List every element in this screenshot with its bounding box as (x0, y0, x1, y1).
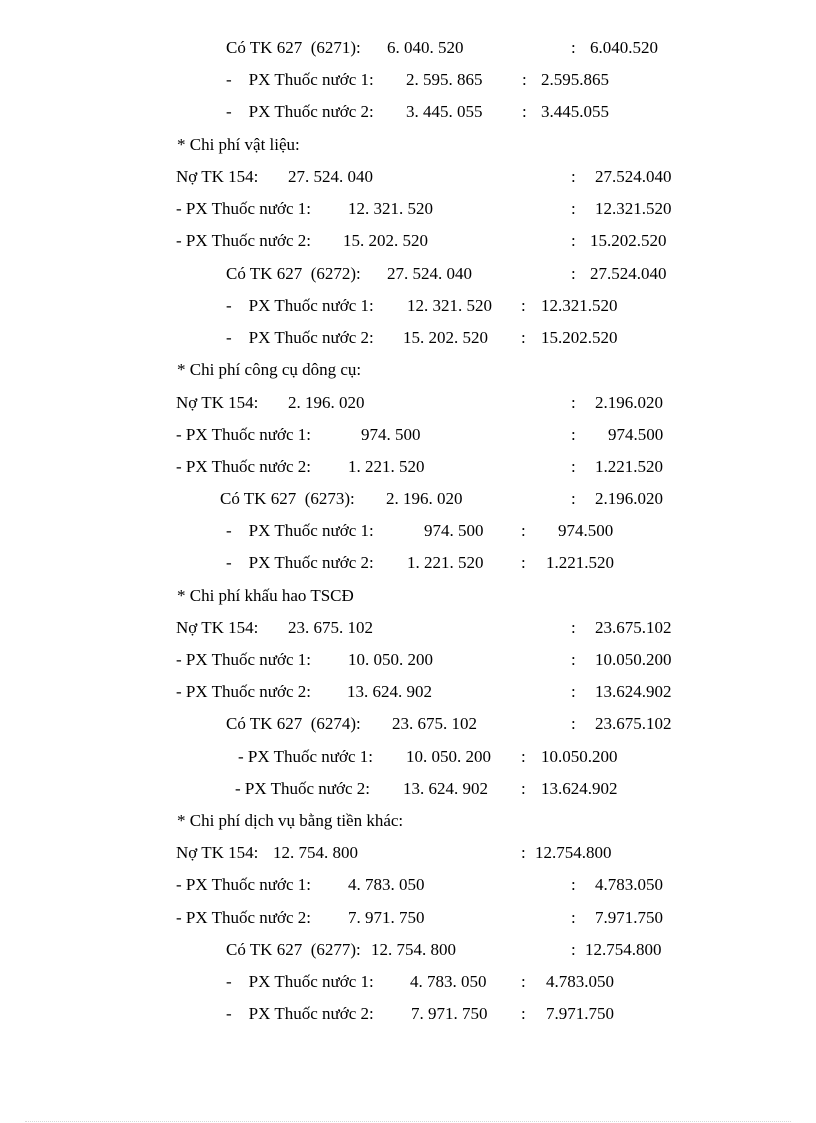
entry-separator: : (571, 38, 576, 57)
entry-separator: : (571, 682, 576, 701)
entry-separator: : (571, 199, 576, 218)
entry-amount: 12. 321. 520 (407, 296, 492, 315)
page-bottom-rule (25, 1121, 791, 1122)
entry-total: 2.196.020 (595, 393, 663, 412)
entry-row-sub (176, 681, 686, 703)
entry-amount: 12. 321. 520 (348, 199, 433, 218)
entry-total: 10.050.200 (595, 650, 672, 669)
entry-separator: : (571, 489, 576, 508)
entry-amount: 3. 445. 055 (406, 102, 483, 121)
entry-separator: : (571, 908, 576, 927)
entry-amount: 974. 500 (424, 521, 484, 540)
entry-total: 15.202.520 (590, 231, 667, 250)
entry-separator: : (521, 843, 526, 862)
entry-separator: : (571, 714, 576, 733)
entry-label: Nợ TK 154: (176, 618, 259, 637)
entry-total: 10.050.200 (541, 747, 618, 766)
entry-label: - PX Thuốc nước 2: (226, 553, 374, 572)
entry-label: Có TK 627 (6277): (226, 940, 361, 959)
entry-row-sub (176, 907, 686, 929)
entry-row-sub (235, 778, 645, 800)
entry-label: - PX Thuốc nước 1: (176, 199, 311, 218)
entry-row-debit (176, 617, 686, 639)
entry-total: 12.321.520 (541, 296, 618, 315)
entry-amount: 7. 971. 750 (411, 1004, 488, 1023)
entry-amount: 15. 202. 520 (343, 231, 428, 250)
entry-label: - PX Thuốc nước 2: (226, 328, 374, 347)
entry-amount: 12. 754. 800 (371, 940, 456, 959)
entry-label: - PX Thuốc nước 2: (176, 908, 311, 927)
entry-total: 7.971.750 (546, 1004, 614, 1023)
entry-amount: 27. 524. 040 (288, 167, 373, 186)
entry-label: - PX Thuốc nước 2: (176, 682, 311, 701)
entry-amount: 12. 754. 800 (273, 843, 358, 862)
entry-row-sub (176, 230, 686, 252)
entry-amount: 2. 196. 020 (288, 393, 365, 412)
entry-amount: 2. 595. 865 (406, 70, 483, 89)
entry-total: 12.754.800 (535, 843, 612, 862)
entry-amount: 13. 624. 902 (347, 682, 432, 701)
entry-separator: : (521, 779, 526, 798)
entry-amount: 13. 624. 902 (403, 779, 488, 798)
entry-separator: : (571, 875, 576, 894)
entry-amount: 23. 675. 102 (288, 618, 373, 637)
entry-separator: : (521, 296, 526, 315)
entry-separator: : (571, 264, 576, 283)
entry-label: - PX Thuốc nước 2: (226, 102, 374, 121)
entry-total: 12.754.800 (585, 940, 662, 959)
entry-total: 23.675.102 (595, 618, 672, 637)
entry-total: 13.624.902 (541, 779, 618, 798)
entry-total: 4.783.050 (546, 972, 614, 991)
entry-row-sub (226, 552, 646, 574)
entry-row-debit (176, 392, 686, 414)
entry-row-sub (226, 327, 646, 349)
entry-label: - PX Thuốc nước 1: (226, 296, 374, 315)
entry-label: - PX Thuốc nước 2: (235, 779, 370, 798)
entry-row-sub (176, 456, 686, 478)
section-heading: * Chi phí dịch vụ bằng tiền khác: (177, 811, 404, 830)
entry-separator: : (521, 521, 526, 540)
entry-row-credit (226, 939, 676, 961)
entry-label: Nợ TK 154: (176, 167, 259, 186)
entry-amount: 974. 500 (361, 425, 421, 444)
entry-total: 3.445.055 (541, 102, 609, 121)
entry-separator: : (571, 940, 576, 959)
entry-total: 27.524.040 (595, 167, 672, 186)
entry-label: Có TK 627 (6272): (226, 264, 361, 283)
entry-label: - PX Thuốc nước 2: (176, 231, 311, 250)
entry-total: 12.321.520 (595, 199, 672, 218)
entry-amount: 27. 524. 040 (387, 264, 472, 283)
entry-separator: : (571, 393, 576, 412)
entry-label: Có TK 627 (6271): (226, 38, 361, 57)
entry-label: - PX Thuốc nước 1: (176, 875, 311, 894)
entry-row-credit (226, 263, 686, 285)
entry-row-sub (176, 874, 686, 896)
entry-separator: : (521, 553, 526, 572)
entry-separator: : (571, 650, 576, 669)
section-heading: * Chi phí vật liệu: (177, 135, 300, 154)
entry-total: 6.040.520 (590, 38, 658, 57)
entry-total: 2.595.865 (541, 70, 609, 89)
entry-row-debit (176, 166, 686, 188)
entry-separator: : (571, 231, 576, 250)
entry-row-credit (226, 713, 686, 735)
entry-separator: : (571, 618, 576, 637)
entry-separator: : (521, 328, 526, 347)
entry-amount: 1. 221. 520 (348, 457, 425, 476)
entry-row-sub (226, 69, 626, 91)
entry-row-sub (226, 520, 646, 542)
entry-total: 974.500 (558, 521, 614, 540)
entry-label: Có TK 627 (6274): (226, 714, 361, 733)
entry-amount: 6. 040. 520 (387, 38, 464, 57)
entry-row-sub (176, 198, 686, 220)
entry-amount: 1. 221. 520 (407, 553, 484, 572)
entry-row-credit (226, 37, 676, 59)
entry-amount: 4. 783. 050 (348, 875, 425, 894)
entry-total: 1.221.520 (595, 457, 663, 476)
entry-label: Nợ TK 154: (176, 843, 259, 862)
section-heading: * Chi phí khấu hao TSCĐ (177, 586, 354, 605)
entry-total: 7.971.750 (595, 908, 663, 927)
entry-row-sub (226, 101, 626, 123)
entry-total: 974.500 (608, 425, 664, 444)
entry-total: 4.783.050 (595, 875, 663, 894)
entry-total: 2.196.020 (595, 489, 663, 508)
entry-row-credit (220, 488, 686, 510)
section-heading: * Chi phí công cụ dông cụ: (177, 360, 362, 379)
entry-row-debit (176, 842, 686, 864)
entry-amount: 7. 971. 750 (348, 908, 425, 927)
entry-amount: 10. 050. 200 (406, 747, 491, 766)
entry-label: - PX Thuốc nước 1: (226, 972, 374, 991)
entry-amount: 10. 050. 200 (348, 650, 433, 669)
entry-separator: : (522, 102, 527, 121)
entry-row-sub (176, 649, 686, 671)
entry-row-sub (226, 971, 646, 993)
entry-total: 27.524.040 (590, 264, 667, 283)
entry-amount: 23. 675. 102 (392, 714, 477, 733)
entry-label: Nợ TK 154: (176, 393, 259, 412)
entry-label: - PX Thuốc nước 2: (226, 1004, 374, 1023)
entry-total: 15.202.520 (541, 328, 618, 347)
entry-row-sub (176, 424, 686, 446)
entry-label: - PX Thuốc nước 2: (176, 457, 311, 476)
entry-separator: : (521, 1004, 526, 1023)
entry-label: Có TK 627 (6273): (220, 489, 355, 508)
entry-separator: : (521, 747, 526, 766)
entry-separator: : (571, 425, 576, 444)
entry-label: - PX Thuốc nước 1: (176, 425, 311, 444)
entry-label: - PX Thuốc nước 1: (226, 70, 374, 89)
entry-label: - PX Thuốc nước 1: (226, 521, 374, 540)
entry-row-sub (226, 295, 646, 317)
entry-row-sub (238, 746, 648, 768)
entry-total: 23.675.102 (595, 714, 672, 733)
entry-total: 1.221.520 (546, 553, 614, 572)
entry-label: - PX Thuốc nước 1: (176, 650, 311, 669)
entry-label: - PX Thuốc nước 1: (238, 747, 373, 766)
entry-separator: : (571, 457, 576, 476)
entry-amount: 4. 783. 050 (410, 972, 487, 991)
entry-separator: : (521, 972, 526, 991)
entry-amount: 15. 202. 520 (403, 328, 488, 347)
entry-row-sub (226, 1003, 646, 1025)
entry-total: 13.624.902 (595, 682, 672, 701)
entry-amount: 2. 196. 020 (386, 489, 463, 508)
entry-separator: : (571, 167, 576, 186)
entry-separator: : (522, 70, 527, 89)
